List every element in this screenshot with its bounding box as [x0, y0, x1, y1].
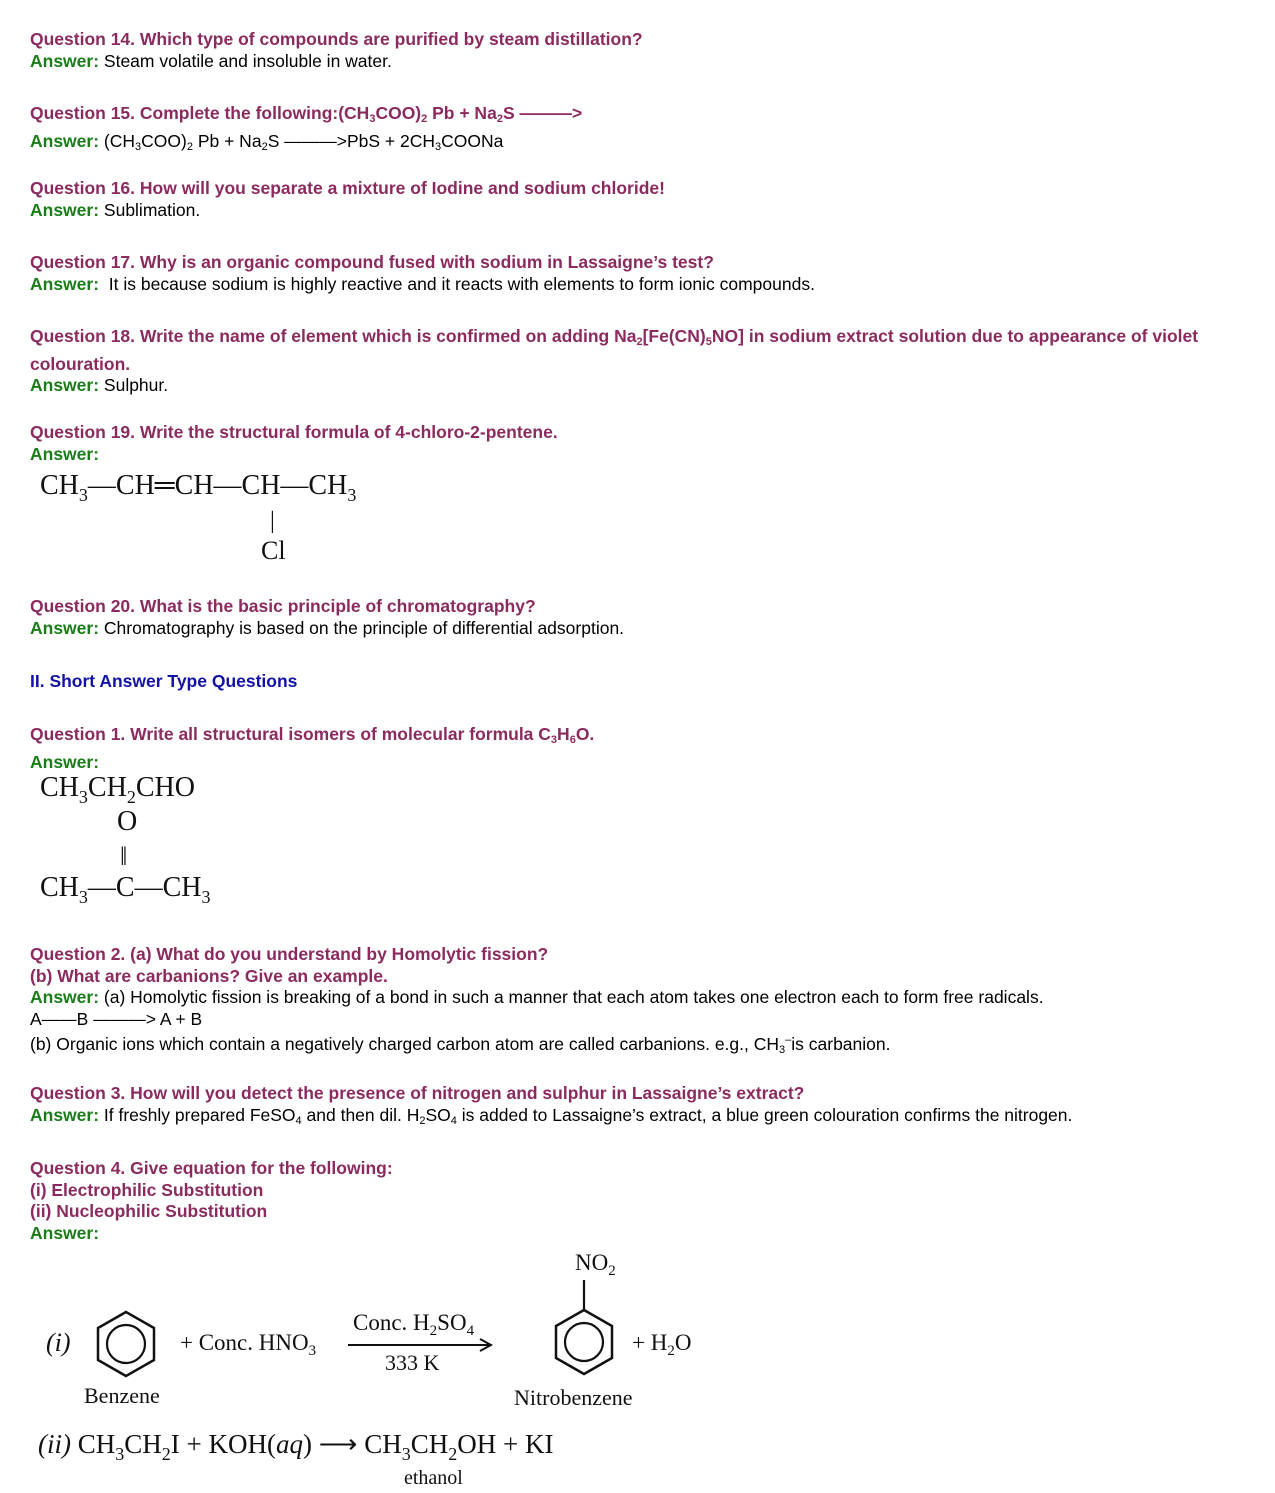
eq1-label: (i) [46, 1328, 71, 1357]
q20-answer: Answer: Chromatography is based on the principle of differential adsorption. [30, 617, 625, 638]
q20-block [30, 596, 1245, 639]
nitro-group: $NO_2$ [575, 1250, 616, 1279]
q15-block [30, 103, 1245, 158]
eq1-condition-bottom: 333 K [385, 1350, 440, 1375]
nitrobenzene-ring-icon [548, 1280, 620, 1380]
s1-isomer-propanal: $CH_3CH_2CHO$ [40, 772, 195, 807]
q19-question: Question 19. Write the structural formula of 4-chloro-2-pentene. [30, 422, 558, 442]
s1-block [30, 724, 1245, 773]
q19-formula: $CH_3—CH═CH—CH—CH_3$ [40, 470, 357, 505]
benzene-ring-icon [90, 1308, 162, 1380]
benzene-label: Benzene [84, 1383, 160, 1408]
q16-block [30, 178, 1245, 221]
eq1-condition-top: Conc. $H_2SO_4$ [353, 1310, 475, 1339]
s3-answer: Answer: If freshly prepared FeSO$_4$ and then dil. $H_2SO_4$ is added to Lassaigne’s extract, a blue green colouration confirms the nitrogen. [30, 1104, 1073, 1127]
ethanol-label: ethanol [404, 1467, 463, 1489]
s1-isomer-propanone: $CH_3—C—CH_3$ [40, 872, 211, 907]
q17-answer: Answer: It is because sodium is highly reactive and it reacts with elements to form ionic compounds. [30, 273, 815, 294]
s2-answer-a: Answer: (a) Homolytic fission is breaking of a bond in such a manner that each atom takes one electron each to form free radicals. [30, 987, 1044, 1007]
q16-question: Question 16. How will you separate a mixture of Iodine and sodium chloride! [30, 178, 665, 198]
q15-answer: Answer: $(CH_3COO)_2$ $Pb + Na_2S$ ———>PbS + $2CH_3COONa$ [30, 130, 504, 153]
eq1-water: + $H_2O$ [632, 1330, 692, 1359]
q17-question: Question 17. Why is an organic compound fused with sodium in Lassaigne’s test? [30, 252, 714, 272]
s4-question: Question 4. Give equation for the following: [30, 1158, 393, 1178]
section-heading: II. Short Answer Type Questions [30, 671, 298, 691]
q19-chlorine: Cl [261, 536, 286, 565]
q18-block [30, 326, 1245, 397]
s2-question-a: Question 2. (a) What do you understand by Homolytic fission? [30, 944, 549, 964]
s1-question: Question 1. Write all structural isomers of molecular formula $C_3H_6O$. [30, 724, 595, 746]
q15-question: Question 15. Complete the $following:(CH_3COO)_2$ $Pb + Na_2S$ ———> [30, 103, 583, 125]
eq2: (ii) $CH_3CH_2I + KOH(aq)$ ⟶ $CH_3CH_2OH$ + KI [38, 1429, 554, 1464]
q14-block [30, 29, 1245, 72]
q14-question: Question 14. Which type of compounds are purified by steam distillation? [30, 29, 643, 49]
q17-block [30, 252, 1245, 295]
s2-answer-b: (b) Organic ions which contain a negatively charged carbon atom are called carbanions. e.g., $CH_3^-is$ carbanion. [30, 1033, 891, 1056]
q14-answer: Answer: Steam volatile and insoluble in water. [30, 50, 392, 71]
s4-question-i: (i) Electrophilic Substitution [30, 1179, 264, 1200]
q18-answer: Answer: Sulphur. [30, 375, 169, 395]
s1-isomer-double-bond: ‖ [120, 842, 128, 871]
nitrobenzene-label: Nitrobenzene [514, 1385, 633, 1410]
s3-question: Question 3. How will you detect the presence of nitrogen and sulphur in Lassaigne’s extract? [30, 1083, 805, 1103]
q16-answer: Answer: Sublimation. [30, 199, 201, 220]
q20-question: Question 20. What is the basic principle of chromatography? [30, 596, 536, 616]
s2-equation: A——B ———> A + B [30, 1008, 203, 1029]
s3-block [30, 1083, 1245, 1132]
s1-answer-label: Answer: [30, 751, 100, 772]
q19-block [30, 422, 1245, 465]
s4-question-ii: (ii) Nucleophilic Substitution [30, 1201, 268, 1221]
q18-question: Question 18. Write the name of element which is confirmed on adding $Na_2[Fe(CN)_5NO]$ in sodium extract solution due to appearance of violet colouration. [30, 326, 1199, 374]
s4-block [30, 1158, 1245, 1244]
s2-block [30, 944, 1245, 1061]
s4-answer-label: Answer: [30, 1222, 100, 1243]
s2-question-b: (b) What are carbanions? Give an example. [30, 965, 388, 986]
q19-bond: | [270, 508, 275, 534]
s1-isomer-oxygen: O [117, 806, 138, 837]
q19-answer-label: Answer: [30, 443, 100, 464]
eq1-reagent: + Conc. $HNO_3$ [180, 1330, 317, 1359]
